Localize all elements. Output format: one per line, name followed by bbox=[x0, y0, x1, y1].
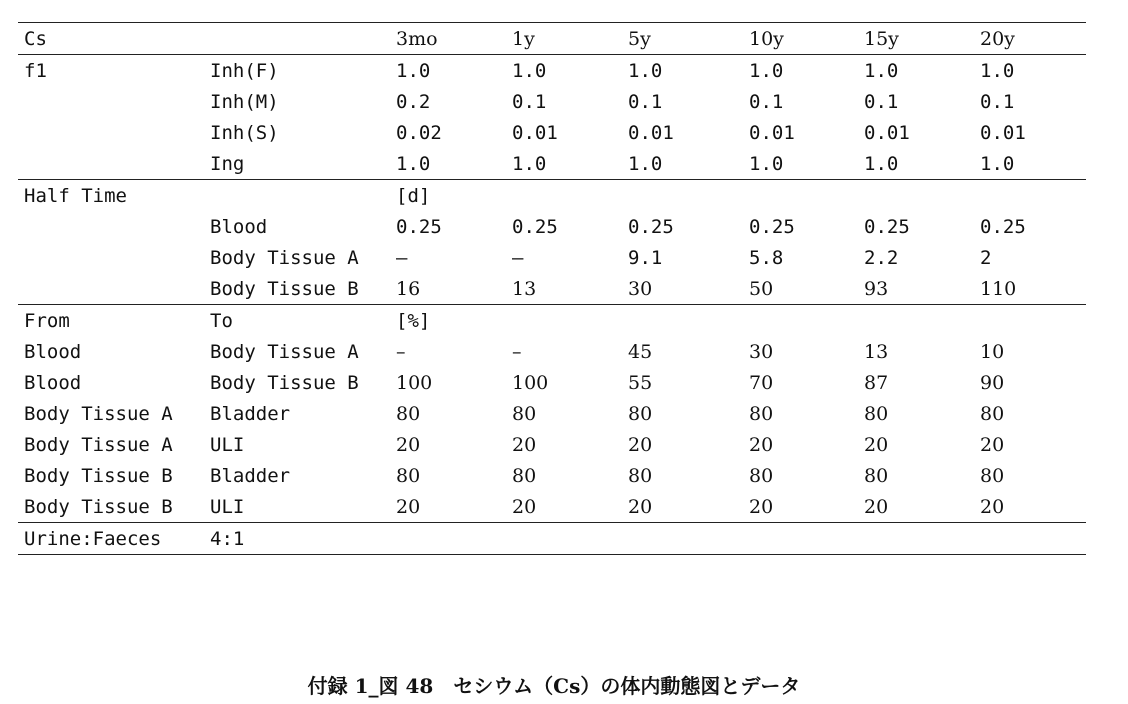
cell-value: 80 bbox=[628, 464, 653, 487]
cell-value: 80 bbox=[980, 402, 1005, 425]
cell-value: 13 bbox=[864, 340, 889, 363]
table-row bbox=[18, 242, 1086, 273]
cell-value: 0.01 bbox=[980, 121, 1026, 144]
table-row bbox=[18, 336, 1086, 367]
cell-value: 80 bbox=[512, 464, 537, 487]
urine-faeces-value: 4:1 bbox=[204, 523, 390, 555]
from-column-label: From bbox=[24, 309, 70, 332]
cell-value: 1.0 bbox=[622, 148, 743, 180]
cell-value: 90 bbox=[980, 371, 1005, 394]
cell-value: – bbox=[512, 246, 524, 269]
row-name: Inh(S) bbox=[210, 121, 279, 144]
cell-value: 20 bbox=[743, 491, 858, 523]
cell-value: – bbox=[512, 340, 522, 363]
header-age-1y: 1y bbox=[506, 23, 622, 55]
cell-value: 20 bbox=[512, 433, 537, 456]
f1-section-label: f1 bbox=[24, 59, 47, 82]
table-row bbox=[18, 148, 1086, 180]
table-row bbox=[18, 429, 1086, 460]
table-row bbox=[18, 180, 1086, 212]
cell-value: 20 bbox=[396, 433, 421, 456]
cell-value: 80 bbox=[512, 402, 537, 425]
cell-value: 1.0 bbox=[628, 59, 663, 82]
table-row bbox=[18, 117, 1086, 148]
table-row bbox=[18, 86, 1086, 117]
cell-value: 0.1 bbox=[864, 90, 899, 113]
cell-value: 70 bbox=[749, 371, 774, 394]
cell-value: 20 bbox=[628, 433, 653, 456]
row-to: Bladder bbox=[210, 402, 291, 425]
cell-value: 2 bbox=[980, 246, 992, 269]
urine-faeces-label: Urine:Faeces bbox=[18, 523, 204, 555]
cell-value: 20 bbox=[858, 491, 974, 523]
cell-value: 0.01 bbox=[628, 121, 674, 144]
cell-value: 80 bbox=[749, 402, 774, 425]
row-name: Inh(F) bbox=[210, 59, 279, 82]
cell-value: 0.1 bbox=[749, 90, 784, 113]
row-name: Body Tissue A bbox=[210, 246, 359, 269]
table-row bbox=[18, 398, 1086, 429]
cell-value: 1.0 bbox=[390, 148, 506, 180]
cell-value: 20 bbox=[974, 491, 1086, 523]
header-blank bbox=[204, 23, 390, 55]
cell-value: 1.0 bbox=[743, 148, 858, 180]
cell-value: 80 bbox=[864, 402, 889, 425]
cell-value: 0.1 bbox=[628, 90, 663, 113]
row-name: Ing bbox=[204, 148, 390, 180]
row-from: Blood bbox=[24, 340, 82, 363]
cell-value: 0.25 bbox=[749, 215, 795, 238]
cell-value: 100 bbox=[396, 371, 433, 394]
cell-value: 1.0 bbox=[974, 148, 1086, 180]
cell-value: 55 bbox=[628, 371, 653, 394]
cell-value: 80 bbox=[980, 464, 1005, 487]
cell-value: 50 bbox=[743, 273, 858, 305]
cell-value: 100 bbox=[512, 371, 549, 394]
cell-value: 80 bbox=[628, 402, 653, 425]
cell-value: 0.02 bbox=[396, 121, 442, 144]
row-to: Body Tissue B bbox=[210, 371, 359, 394]
table-row bbox=[18, 211, 1086, 242]
row-to: ULI bbox=[204, 491, 390, 523]
cell-value: 20 bbox=[980, 433, 1005, 456]
cell-value: 9.1 bbox=[628, 246, 663, 269]
row-to: ULI bbox=[210, 433, 245, 456]
table-row bbox=[18, 273, 1086, 305]
cell-value: 2.2 bbox=[864, 246, 899, 269]
cell-value: 93 bbox=[858, 273, 974, 305]
cell-value: 0.01 bbox=[864, 121, 910, 144]
row-name: Body Tissue B bbox=[204, 273, 390, 305]
cell-value: 110 bbox=[974, 273, 1086, 305]
cell-value: 0.25 bbox=[512, 215, 558, 238]
cell-value: 10 bbox=[980, 340, 1005, 363]
cell-value: 0.25 bbox=[628, 215, 674, 238]
cell-value: 0.25 bbox=[980, 215, 1026, 238]
half-time-unit: [d] bbox=[396, 184, 431, 207]
figure-caption: 付録 1_図 48 セシウム（Cs）の体内動態図とデータ bbox=[307, 674, 801, 698]
cell-value: 87 bbox=[864, 371, 889, 394]
header-age-10y: 10y bbox=[743, 23, 858, 55]
table-row bbox=[18, 55, 1086, 87]
cell-value: 1.0 bbox=[749, 59, 784, 82]
row-from: Body Tissue A bbox=[24, 402, 173, 425]
table-row bbox=[18, 491, 1086, 523]
cell-value: 1.0 bbox=[980, 59, 1015, 82]
cell-value: 20 bbox=[390, 491, 506, 523]
cell-value: 0.01 bbox=[749, 121, 795, 144]
cell-value: 80 bbox=[864, 464, 889, 487]
header-age-3mo: 3mo bbox=[390, 23, 506, 55]
cell-value: 80 bbox=[396, 464, 421, 487]
row-to: Body Tissue A bbox=[210, 340, 359, 363]
table-row bbox=[18, 367, 1086, 398]
cell-value: 0.25 bbox=[396, 215, 442, 238]
row-to: Bladder bbox=[210, 464, 291, 487]
cell-value: 1.0 bbox=[396, 59, 431, 82]
cell-value: 80 bbox=[749, 464, 774, 487]
cell-value: 0.2 bbox=[396, 90, 431, 113]
cell-value: 0.1 bbox=[980, 90, 1015, 113]
cell-value: 80 bbox=[396, 402, 421, 425]
cell-value: 1.0 bbox=[864, 59, 899, 82]
cell-value: 30 bbox=[622, 273, 743, 305]
header-age-20y: 20y bbox=[974, 23, 1086, 55]
cell-value: 1.0 bbox=[512, 59, 547, 82]
header-age-5y: 5y bbox=[622, 23, 743, 55]
table-header-row bbox=[18, 23, 1086, 55]
biokinetic-data-table bbox=[18, 22, 1086, 555]
cell-value: 0.01 bbox=[512, 121, 558, 144]
cell-value: 30 bbox=[749, 340, 774, 363]
cell-value: 0.1 bbox=[512, 90, 547, 113]
table-row bbox=[18, 460, 1086, 491]
cell-value: 1.0 bbox=[506, 148, 622, 180]
to-column-label: To bbox=[210, 309, 233, 332]
row-from: Body Tissue A bbox=[24, 433, 173, 456]
header-element-label: Cs bbox=[18, 23, 204, 55]
row-name: Blood bbox=[210, 215, 268, 238]
cell-value: 0.25 bbox=[864, 215, 910, 238]
row-from: Body Tissue B bbox=[18, 491, 204, 523]
cell-value: 20 bbox=[506, 491, 622, 523]
row-name: Inh(M) bbox=[210, 90, 279, 113]
cell-value: 5.8 bbox=[749, 246, 784, 269]
header-age-15y: 15y bbox=[858, 23, 974, 55]
table-row bbox=[18, 523, 1086, 555]
cell-value: 16 bbox=[390, 273, 506, 305]
cell-value: 20 bbox=[864, 433, 889, 456]
cell-value: – bbox=[396, 340, 406, 363]
half-time-section-label: Half Time bbox=[24, 184, 127, 207]
transfer-unit: [%] bbox=[396, 309, 431, 332]
cell-value: 45 bbox=[628, 340, 653, 363]
row-from: Body Tissue B bbox=[24, 464, 173, 487]
cell-value: – bbox=[396, 246, 408, 269]
cell-value: 20 bbox=[622, 491, 743, 523]
table-row bbox=[18, 305, 1086, 337]
cell-value: 1.0 bbox=[858, 148, 974, 180]
cell-value: 20 bbox=[749, 433, 774, 456]
cell-value: 13 bbox=[506, 273, 622, 305]
row-from: Blood bbox=[24, 371, 82, 394]
